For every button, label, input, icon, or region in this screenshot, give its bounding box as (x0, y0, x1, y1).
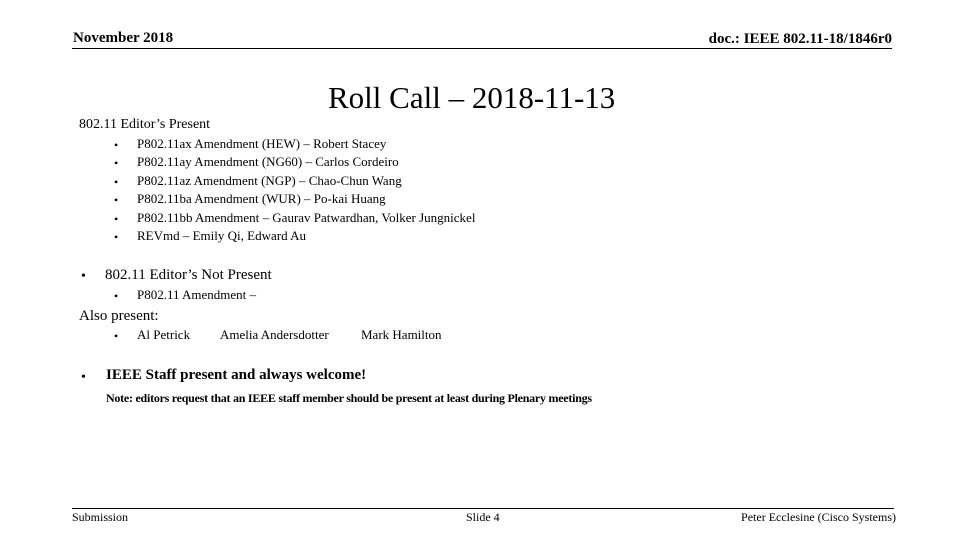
list-item: P802.11ba Amendment (WUR) – Po-kai Huang (137, 191, 386, 206)
list-item: P802.11az Amendment (NGP) – Chao-Chun Wang (137, 173, 402, 188)
bullet-icon: • (81, 269, 86, 284)
also-present-heading: Also present: (79, 308, 159, 324)
list-item: P802.11 Amendment – (137, 287, 257, 302)
header-divider (72, 48, 892, 49)
list-item: P802.11ay Amendment (NG60) – Carlos Cordeiro (137, 154, 399, 169)
list-item: REVmd – Emily Qi, Edward Au (137, 228, 306, 243)
bullet-icon: • (114, 329, 119, 343)
header-date: November 2018 (73, 30, 174, 46)
bullet-icon: • (114, 193, 119, 207)
footer-slide-number: Slide 4 (466, 510, 500, 524)
staff-heading: IEEE Staff present and always welcome! (106, 367, 367, 383)
editors-present-heading: 802.11 Editor’s Present (79, 117, 211, 132)
header-doc-id: doc.: IEEE 802.11-18/1846r0 (708, 31, 892, 47)
editors-not-present-heading: 802.11 Editor’s Not Present (105, 267, 272, 283)
bullet-icon: • (114, 212, 119, 226)
also-present-name: Amelia Andersdotter (220, 327, 329, 342)
list-item: P802.11ax Amendment (HEW) – Robert Stacey (137, 136, 387, 151)
footer-divider (72, 508, 894, 509)
footer-submission: Submission (72, 510, 129, 524)
bullet-icon: • (114, 156, 119, 170)
bullet-icon: • (81, 370, 86, 385)
list-item: P802.11bb Amendment – Gaurav Patwardhan, Volker Jungnickel (137, 210, 476, 225)
footer-author: Peter Ecclesine (Cisco Systems) (741, 510, 896, 524)
slide-title: Roll Call – 2018-11-13 (328, 80, 616, 115)
bullet-icon: • (114, 138, 119, 152)
also-present-name: Al Petrick (137, 327, 191, 342)
bullet-icon: • (114, 175, 119, 189)
also-present-name: Mark Hamilton (361, 327, 442, 342)
staff-note: Note: editors request that an IEEE staff member should be present at least during Plenary meetings (106, 391, 592, 405)
bullet-icon: • (114, 289, 119, 303)
bullet-icon: • (114, 230, 119, 244)
